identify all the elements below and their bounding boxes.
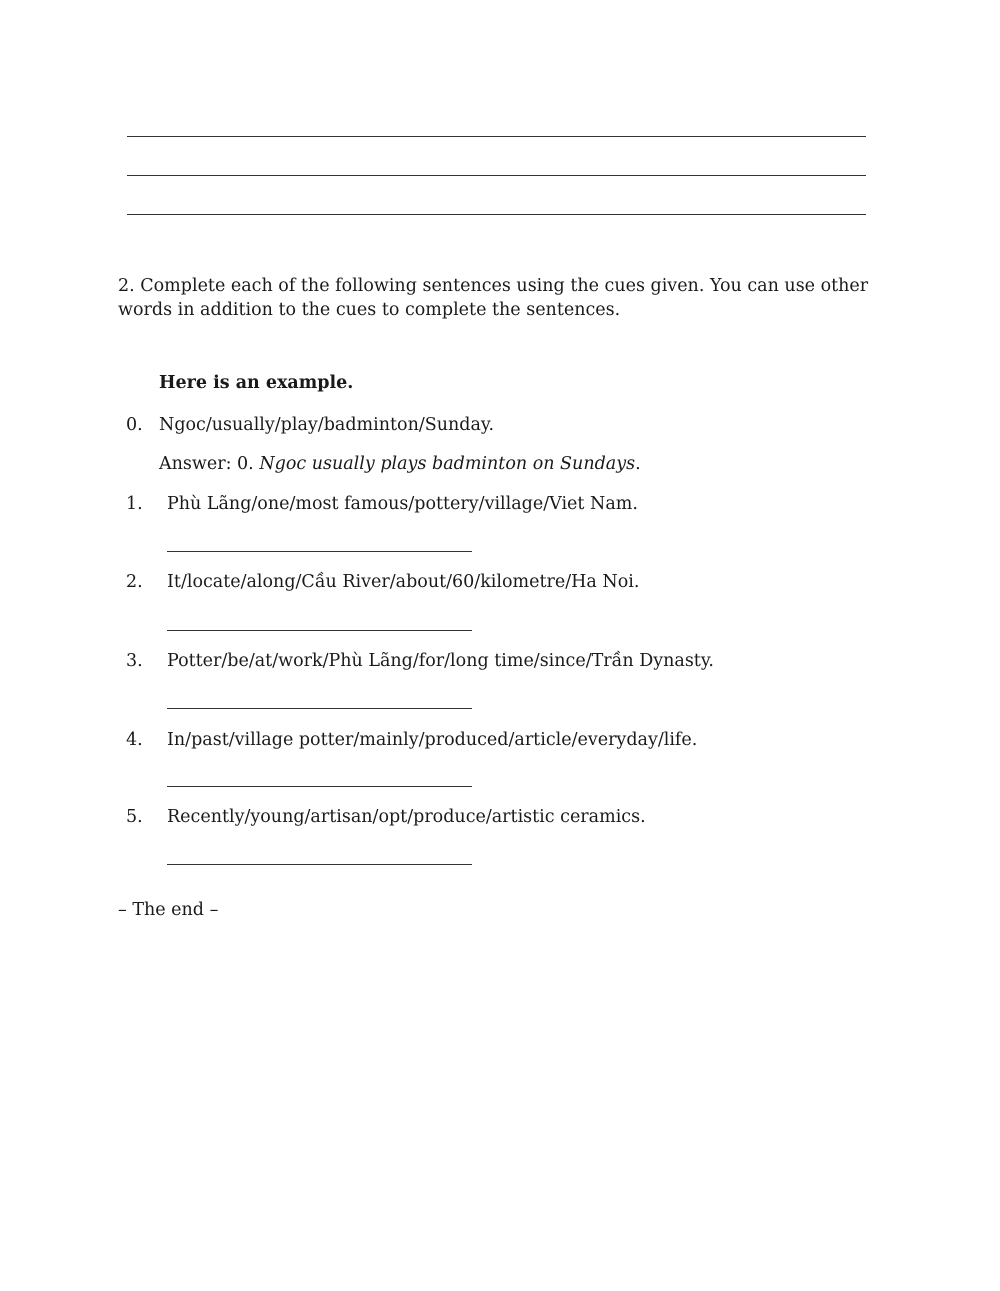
- the-end-footer: – The end –: [118, 900, 219, 920]
- writing-line[interactable]: [127, 214, 866, 215]
- item-cue: Recently/young/artisan/opt/produce/artistic ceramics.: [167, 807, 646, 827]
- item-cue: In/past/village potter/mainly/produced/article/everyday/life.: [167, 730, 698, 750]
- item-number: 1.: [126, 494, 143, 514]
- item-cue: It/locate/along/Cầu River/about/60/kilometre/Ha Noi.: [167, 572, 640, 592]
- example-answer-suffix: .: [635, 454, 641, 474]
- answer-blank[interactable]: [167, 630, 472, 631]
- answer-blank[interactable]: [167, 864, 472, 865]
- example-answer-prefix: Answer: 0.: [159, 454, 260, 474]
- example-answer-text: Ngoc usually plays badminton on Sundays: [259, 454, 636, 474]
- example-cue: Ngoc/usually/play/badminton/Sunday.: [159, 415, 495, 435]
- answer-blank[interactable]: [167, 786, 472, 787]
- item-number: 5.: [126, 807, 143, 827]
- item-cue: Phù Lãng/one/most famous/pottery/village/Viet Nam.: [167, 494, 638, 514]
- item-cue: Potter/be/at/work/Phù Lãng/for/long time/since/Trần Dynasty.: [167, 651, 714, 671]
- example-answer: [159, 452, 641, 476]
- example-number: 0.: [126, 415, 143, 435]
- example-heading: Here is an example.: [159, 373, 354, 393]
- answer-blank[interactable]: [167, 551, 472, 552]
- writing-line[interactable]: [127, 175, 866, 176]
- item-number: 2.: [126, 572, 143, 592]
- answer-blank[interactable]: [167, 708, 472, 709]
- exercise-instruction: 2. Complete each of the following sentences using the cues given. You can use other words in addition to the cues to complete the sentences.: [118, 276, 869, 320]
- item-number: 3.: [126, 651, 143, 671]
- item-number: 4.: [126, 730, 143, 750]
- writing-line[interactable]: [127, 136, 866, 137]
